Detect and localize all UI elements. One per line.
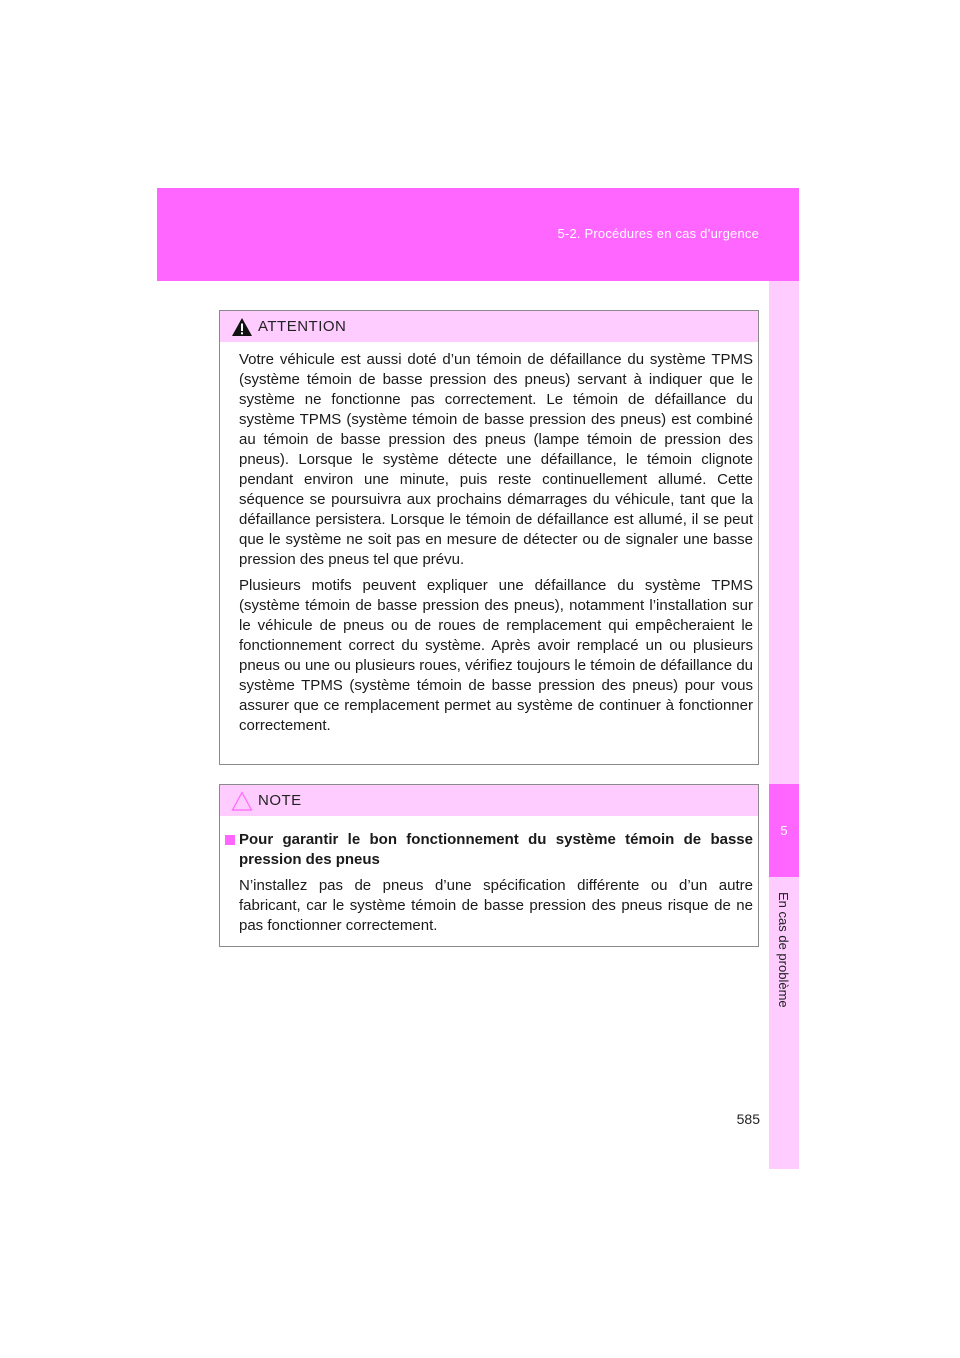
square-bullet-icon (225, 835, 235, 845)
warning-filled-icon (231, 317, 253, 342)
attention-body (220, 342, 758, 736)
note-body (220, 816, 758, 936)
chapter-label: En cas de problème (776, 892, 791, 1008)
chapter-tab: 5 (769, 784, 799, 877)
note-item (239, 830, 753, 936)
note-box (219, 784, 759, 947)
note-title: NOTE (258, 792, 302, 809)
attention-paragraph-2: Plusieurs motifs peuvent expliquer une défaillance du système TPMS (système témoin de basse pression des pneus), notamment l’installation sur le véhicule de pneus ou de roues de remplacement qui empêcheraient le fonctionnement correct du système. Après avoir remplacé un ou plusieurs pneus ou une ou plusieurs roues, vérifiez toujours le témoin de défaillance du système TPMS (système témoin de basse pression des pneus) pour vous assurer que ce remplacement permet au système de continuer à fonctionner correctement. (239, 577, 753, 734)
attention-box (219, 310, 759, 765)
attention-title: ATTENTION (258, 318, 347, 335)
note-paragraph: N’installez pas de pneus d’une spécification différente ou d’un autre fabricant, car le système témoin de basse pression des pneus risque de ne pas fonctionner correctement. (239, 877, 753, 934)
warning-outline-icon (231, 791, 253, 816)
note-heading: Pour garantir le bon fonctionnement du système témoin de basse pression des pneus (239, 831, 753, 868)
section-title: 5-2. Procédures en cas d’urgence (557, 226, 759, 241)
header-band (157, 188, 799, 281)
page-number: 585 (736, 1111, 760, 1127)
attention-paragraph-1: Votre véhicule est aussi doté d’un témoin de défaillance du système TPMS (système témoin de basse pression des pneus) servant à indiquer que le système ne fonctionne pas correctement. Le témoin de défaillance du système TPMS (système témoin de basse pression des pneus) est combiné au témoin de basse pression des pneus (lampe témoin de pression des pneus). Lorsque le système détecte une défaillance, le témoin clignote pendant environ une minute, puis reste continuellement allumé. Cette séquence se poursuivra aux prochains démarrages du véhicule, tant que la défaillance persistera. Lorsque le témoin de défaillance est allumé, il se peut que le système ne soit pas en mesure de détecter ou de signaler une basse pression des pneus tel que prévu. (239, 351, 753, 568)
attention-header (220, 311, 758, 342)
note-header (220, 785, 758, 816)
side-strip (769, 281, 799, 1169)
